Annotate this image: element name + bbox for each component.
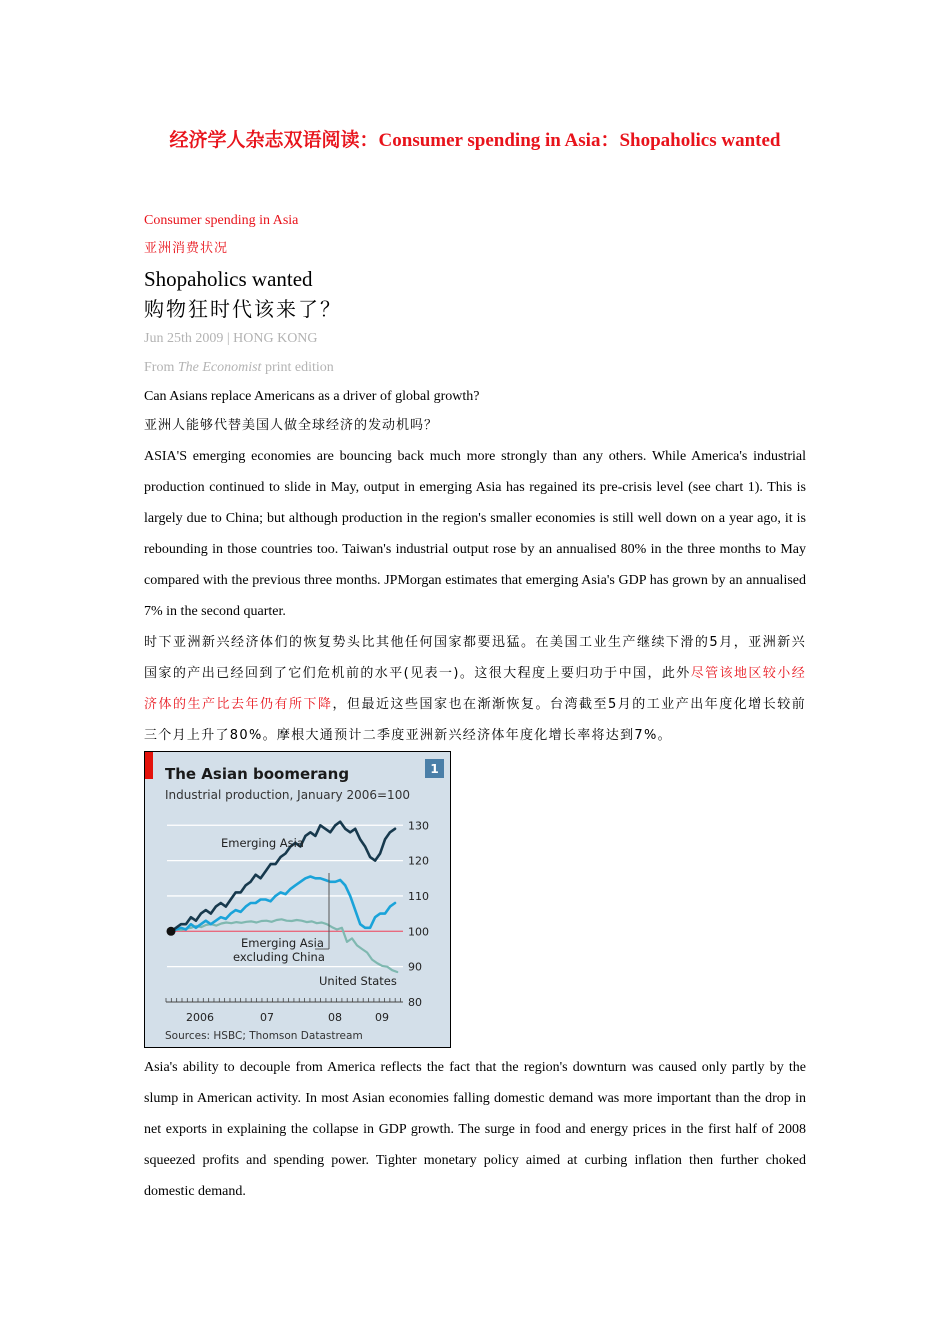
headline-zh: 购物狂时代该来了？ [144, 297, 342, 321]
y-tick-label-130: 130 [408, 819, 429, 833]
section-label-en[interactable]: Consumer spending in Asia [144, 213, 299, 228]
standfirst-en: Can Asians replace Americans as a driver of global growth? [144, 389, 480, 404]
y-tick-label-110: 110 [408, 889, 429, 903]
y-tick-label-100: 100 [408, 925, 429, 939]
document-title: 经济学人杂志双语阅读：Consumer spending in Asia：Shopaholics wanted [169, 130, 781, 151]
section-label-zh: 亚洲消费状况 [144, 241, 229, 256]
paragraph-1-zh-part-a: 时下亚洲新兴经济体们的恢复势头比其他任何国家都要迅猛。在美国工业生产继续下滑的5月，亚洲新兴国家的产出已经回到了它们危机前的水平(见表一)。这很大程度上要归功于中国，此外 [144, 635, 806, 681]
series-label-ex-china-line2: excluding China [233, 950, 325, 964]
start-point-marker [167, 927, 176, 936]
chart-canvas [145, 752, 450, 1047]
chart-title: The Asian boomerang [165, 765, 350, 783]
article [144, 208, 806, 751]
x-tick-label-09: 09 [375, 1011, 389, 1024]
chart-number: 1 [430, 762, 439, 776]
article-continued [144, 1052, 806, 1207]
paragraph-2-en: Asia's ability to decouple from America reflects the fact that the region's downturn was caused only partly by the slump in American activity. In most Asian economies falling domestic demand was more important than the drop in net exports in explaining the collapse in GDP growth. The surge in food and energy prices in the first half of 2008 squeezed profits and spending power. Tighter monetary policy aimed at curbing inflation then further choked domestic demand. [144, 1060, 806, 1199]
series-label-united-states: United States [319, 974, 397, 988]
source-publication[interactable]: The Economist [177, 360, 262, 375]
x-tick-label-08: 08 [328, 1011, 342, 1024]
source-line [144, 353, 806, 382]
paragraph-1-en: ASIA'S emerging economies are bouncing back much more strongly than any others. While America's industrial production continued to slide in May, output in emerging Asia has regained its pre-crisis level (see chart 1). This is largely due to China; but although production in the region's smaller economies is still well down on a year ago, it is rebounding in those countries too. Taiwan's industrial output rose by an annualised 80% in the three months to May compared with the previous three months. JPMorgan estimates that emerging Asia's GDP has grown by an annualised 7% in the second quarter. [144, 449, 806, 619]
chart-accent-bar [145, 752, 153, 779]
y-tick-label-90: 90 [408, 960, 422, 974]
headline-en: Shopaholics wanted [144, 267, 313, 291]
x-tick-label-07: 07 [260, 1011, 274, 1024]
source-suffix: print edition [261, 360, 334, 375]
series-line-emerging-asia-excluding-china [171, 877, 395, 932]
y-tick-label-80: 80 [408, 996, 422, 1009]
standfirst-zh: 亚洲人能够代替美国人做全球经济的发动机吗？ [144, 418, 439, 433]
source-prefix: From [144, 360, 178, 375]
y-tick-label-120: 120 [408, 854, 429, 868]
chart-asian-boomerang [144, 751, 451, 1048]
series-label-ex-china-line1: Emerging Asia [241, 936, 324, 950]
series-label-emerging-asia: Emerging Asia [221, 836, 304, 850]
chart-subtitle: Industrial production, January 2006=100 [165, 788, 410, 802]
paragraph-1-zh-part-b: ，但最近这些国家也在渐渐恢复。台湾截至5月的工业产出年度化增长较前三个月上升了80%。摩根大通预计二季度亚洲新兴经济体年度化增长率将达到7%。 [144, 697, 806, 743]
dateline: Jun 25th 2009 | HONG KONG [144, 331, 318, 346]
x-tick-label-2006: 2006 [186, 1011, 214, 1024]
highlighted-phrase: 尽管该地区较小经济体的生产比去年仍有所下降 [144, 666, 806, 712]
paragraph-1-zh [144, 627, 806, 751]
chart-source: Sources: HSBC; Thomson Datastream [165, 1030, 363, 1042]
